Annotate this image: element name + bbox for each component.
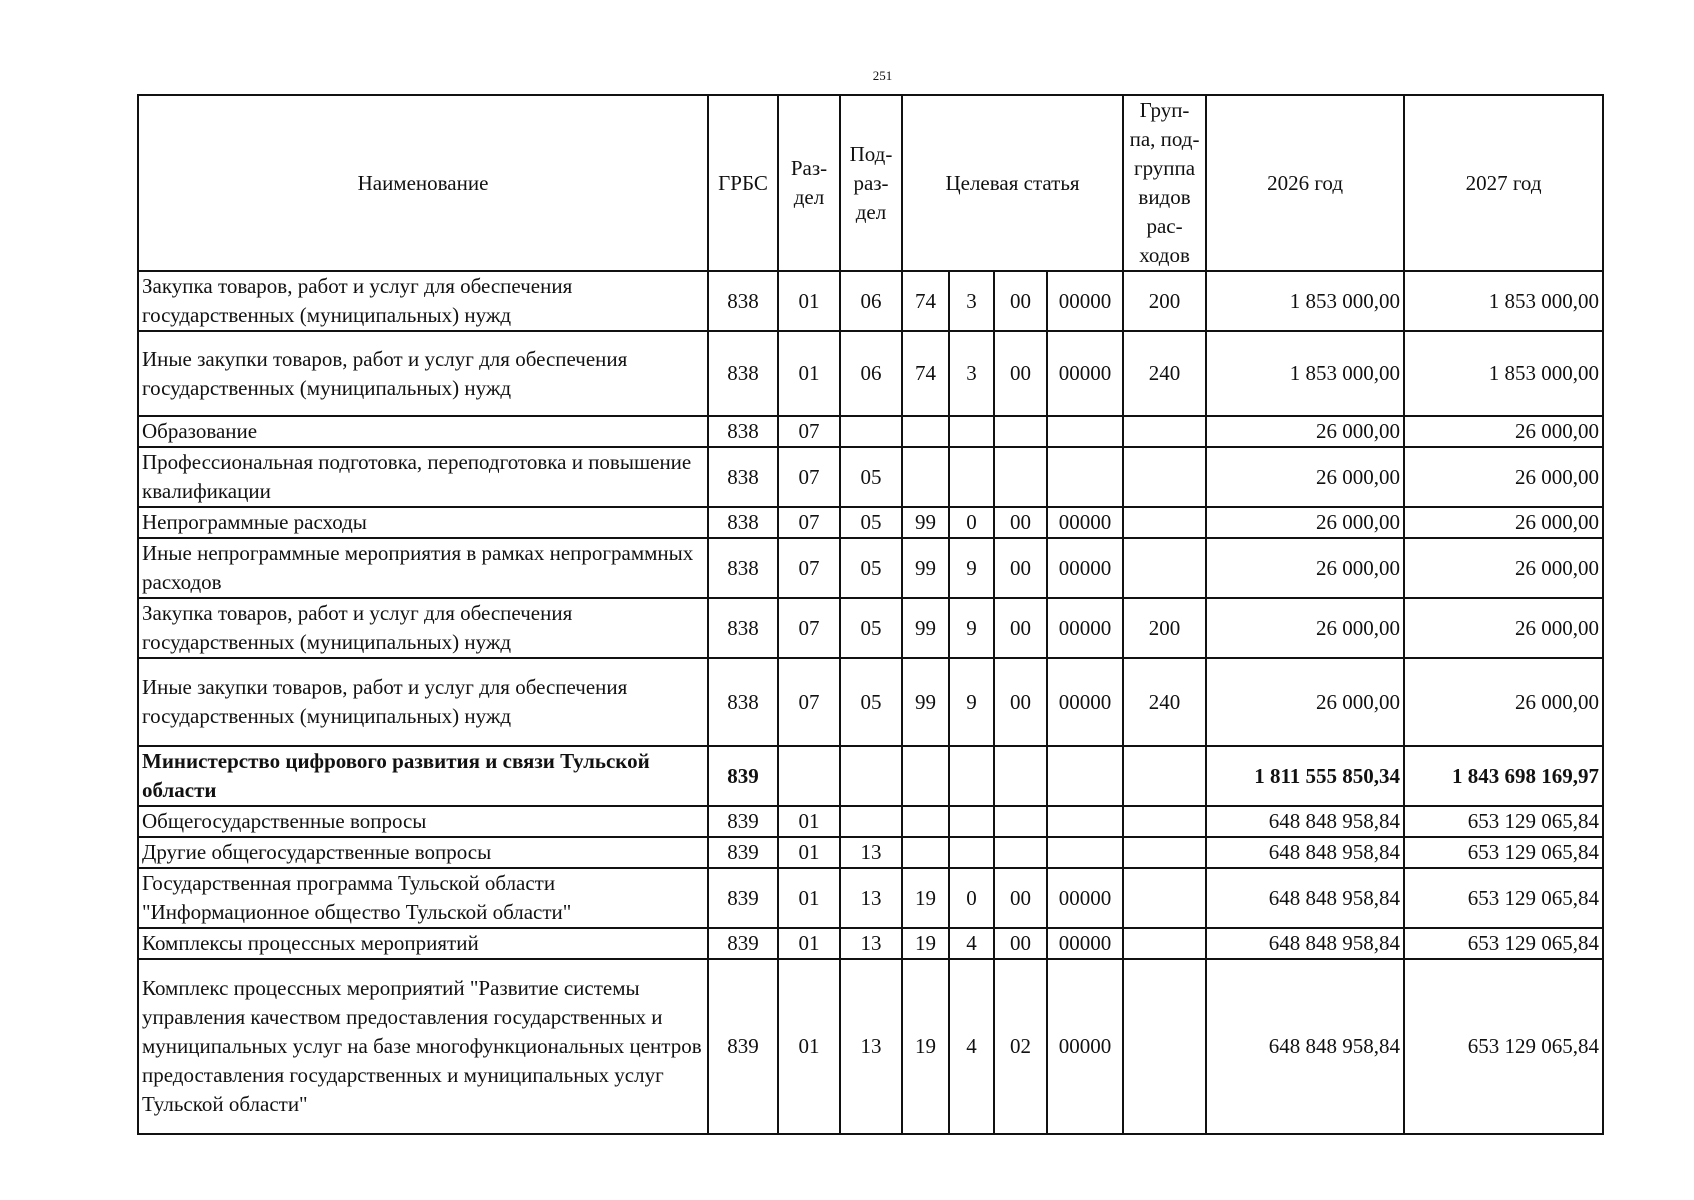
cell-amount-2027: 653 129 065,84 [1404, 806, 1603, 837]
cell-target-code [1047, 447, 1123, 507]
budget-table [137, 94, 1604, 1135]
cell-target-program: 19 [902, 928, 949, 959]
cell-podrazdel: 13 [840, 928, 902, 959]
cell-target-direction: 00 [994, 868, 1047, 928]
cell-name: Другие общегосударственные вопросы [138, 837, 708, 868]
cell-grbs: 838 [708, 598, 778, 658]
header-expense-group: Груп- па, под- группа видов рас- ходов [1123, 95, 1206, 271]
cell-amount-2027: 653 129 065,84 [1404, 928, 1603, 959]
cell-target-program: 74 [902, 271, 949, 331]
cell-amount-2027: 26 000,00 [1404, 416, 1603, 447]
cell-razdel: 01 [778, 271, 840, 331]
table-row [138, 868, 1603, 928]
cell-target-code [1047, 416, 1123, 447]
cell-razdel: 07 [778, 416, 840, 447]
header-row [138, 95, 1603, 271]
cell-target-code: 00000 [1047, 928, 1123, 959]
cell-podrazdel [840, 746, 902, 806]
cell-name: Профессиональная подготовка, переподготовка и повышение квалификации [138, 447, 708, 507]
cell-amount-2027: 1 853 000,00 [1404, 271, 1603, 331]
cell-target-program [902, 746, 949, 806]
cell-podrazdel: 06 [840, 271, 902, 331]
cell-podrazdel: 06 [840, 331, 902, 416]
cell-target-code: 00000 [1047, 868, 1123, 928]
cell-grbs: 838 [708, 271, 778, 331]
cell-razdel: 01 [778, 959, 840, 1134]
header-year-2026: 2026 год [1206, 95, 1404, 271]
cell-target-program: 99 [902, 538, 949, 598]
cell-target-direction: 02 [994, 959, 1047, 1134]
cell-target-type: 9 [949, 538, 994, 598]
cell-target-program [902, 806, 949, 837]
cell-target-type: 9 [949, 658, 994, 746]
cell-target-program [902, 447, 949, 507]
cell-target-code: 00000 [1047, 598, 1123, 658]
cell-podrazdel: 05 [840, 507, 902, 538]
cell-target-code: 00000 [1047, 959, 1123, 1134]
cell-expense-group [1123, 837, 1206, 868]
cell-podrazdel: 13 [840, 959, 902, 1134]
cell-target-code [1047, 837, 1123, 868]
table-row [138, 837, 1603, 868]
cell-name: Государственная программа Тульской области "Информационное общество Тульской области" [138, 868, 708, 928]
cell-target-direction: 00 [994, 658, 1047, 746]
cell-target-type [949, 746, 994, 806]
cell-expense-group [1123, 416, 1206, 447]
cell-podrazdel: 05 [840, 538, 902, 598]
cell-target-code [1047, 746, 1123, 806]
cell-razdel: 07 [778, 538, 840, 598]
cell-razdel: 01 [778, 331, 840, 416]
cell-grbs: 839 [708, 746, 778, 806]
cell-target-type: 4 [949, 928, 994, 959]
cell-target-code: 00000 [1047, 538, 1123, 598]
cell-grbs: 838 [708, 416, 778, 447]
cell-target-program [902, 837, 949, 868]
cell-target-type: 0 [949, 507, 994, 538]
cell-name: Иные непрограммные мероприятия в рамках непрограммных расходов [138, 538, 708, 598]
cell-expense-group [1123, 447, 1206, 507]
cell-target-direction [994, 447, 1047, 507]
cell-target-direction: 00 [994, 271, 1047, 331]
cell-target-direction [994, 416, 1047, 447]
cell-name: Министерство цифрового развития и связи Тульской области [138, 746, 708, 806]
cell-podrazdel: 13 [840, 868, 902, 928]
table-row [138, 447, 1603, 507]
cell-expense-group: 200 [1123, 598, 1206, 658]
cell-name: Образование [138, 416, 708, 447]
cell-expense-group [1123, 746, 1206, 806]
cell-target-type [949, 806, 994, 837]
cell-amount-2026: 26 000,00 [1206, 538, 1404, 598]
cell-razdel: 07 [778, 507, 840, 538]
cell-amount-2027: 653 129 065,84 [1404, 837, 1603, 868]
cell-target-type: 9 [949, 598, 994, 658]
cell-target-code: 00000 [1047, 507, 1123, 538]
cell-target-type: 3 [949, 331, 994, 416]
cell-podrazdel: 13 [840, 837, 902, 868]
cell-expense-group [1123, 928, 1206, 959]
cell-razdel: 07 [778, 447, 840, 507]
cell-amount-2026: 648 848 958,84 [1206, 837, 1404, 868]
cell-expense-group [1123, 959, 1206, 1134]
cell-razdel: 01 [778, 868, 840, 928]
table-row [138, 806, 1603, 837]
cell-target-type: 4 [949, 959, 994, 1134]
table-row [138, 416, 1603, 447]
cell-podrazdel: 05 [840, 447, 902, 507]
cell-expense-group [1123, 507, 1206, 538]
cell-amount-2026: 26 000,00 [1206, 447, 1404, 507]
header-grbs: ГРБС [708, 95, 778, 271]
cell-amount-2027: 26 000,00 [1404, 538, 1603, 598]
cell-grbs: 839 [708, 959, 778, 1134]
cell-target-code: 00000 [1047, 331, 1123, 416]
cell-amount-2026: 648 848 958,84 [1206, 868, 1404, 928]
cell-expense-group: 240 [1123, 658, 1206, 746]
table-row [138, 658, 1603, 746]
cell-target-program: 99 [902, 507, 949, 538]
cell-razdel: 07 [778, 658, 840, 746]
table-row [138, 538, 1603, 598]
table-row [138, 331, 1603, 416]
cell-podrazdel [840, 416, 902, 447]
cell-target-type [949, 447, 994, 507]
cell-target-type: 3 [949, 271, 994, 331]
cell-name: Закупка товаров, работ и услуг для обеспечения государственных (муниципальных) нужд [138, 598, 708, 658]
cell-target-program: 74 [902, 331, 949, 416]
cell-amount-2027: 26 000,00 [1404, 507, 1603, 538]
cell-target-direction: 00 [994, 331, 1047, 416]
cell-grbs: 838 [708, 331, 778, 416]
header-target-article: Целевая статья [902, 95, 1123, 271]
table-row [138, 271, 1603, 331]
cell-name: Закупка товаров, работ и услуг для обеспечения государственных (муниципальных) нужд [138, 271, 708, 331]
cell-target-code: 00000 [1047, 658, 1123, 746]
cell-expense-group [1123, 868, 1206, 928]
cell-amount-2027: 653 129 065,84 [1404, 868, 1603, 928]
cell-name: Непрограммные расходы [138, 507, 708, 538]
cell-grbs: 839 [708, 868, 778, 928]
cell-name: Комплекс процессных мероприятий "Развитие системы управления качеством предоставления государственных и муниципальных услуг на базе многофункциональных центров предоставления государственных и муниципальных услуг Тульской области" [138, 959, 708, 1134]
header-razdel: Раз- дел [778, 95, 840, 271]
cell-amount-2027: 26 000,00 [1404, 658, 1603, 746]
cell-amount-2026: 648 848 958,84 [1206, 806, 1404, 837]
cell-amount-2026: 26 000,00 [1206, 416, 1404, 447]
cell-expense-group: 200 [1123, 271, 1206, 331]
cell-name: Иные закупки товаров, работ и услуг для обеспечения государственных (муниципальных) нужд [138, 658, 708, 746]
cell-target-direction: 00 [994, 928, 1047, 959]
cell-razdel [778, 746, 840, 806]
table-row [138, 959, 1603, 1134]
cell-amount-2026: 26 000,00 [1206, 507, 1404, 538]
page-number: 251 [872, 68, 893, 83]
cell-razdel: 01 [778, 928, 840, 959]
cell-grbs: 838 [708, 538, 778, 598]
cell-target-direction: 00 [994, 507, 1047, 538]
cell-grbs: 839 [708, 837, 778, 868]
cell-grbs: 838 [708, 507, 778, 538]
cell-amount-2027: 1 853 000,00 [1404, 331, 1603, 416]
cell-name: Иные закупки товаров, работ и услуг для обеспечения государственных (муниципальных) нужд [138, 331, 708, 416]
cell-expense-group [1123, 806, 1206, 837]
header-name: Наименование [138, 95, 708, 271]
cell-expense-group [1123, 538, 1206, 598]
cell-target-direction: 00 [994, 538, 1047, 598]
cell-target-direction: 00 [994, 598, 1047, 658]
cell-target-direction [994, 837, 1047, 868]
cell-target-type: 0 [949, 868, 994, 928]
table-row [138, 928, 1603, 959]
cell-target-program: 19 [902, 868, 949, 928]
cell-amount-2026: 1 811 555 850,34 [1206, 746, 1404, 806]
cell-target-code [1047, 806, 1123, 837]
table-row [138, 507, 1603, 538]
cell-target-code: 00000 [1047, 271, 1123, 331]
cell-target-program: 99 [902, 598, 949, 658]
cell-amount-2027: 26 000,00 [1404, 598, 1603, 658]
header-year-2027: 2027 год [1404, 95, 1603, 271]
table-row [138, 746, 1603, 806]
cell-razdel: 07 [778, 598, 840, 658]
cell-target-program: 99 [902, 658, 949, 746]
cell-target-type [949, 837, 994, 868]
cell-amount-2026: 648 848 958,84 [1206, 928, 1404, 959]
cell-target-type [949, 416, 994, 447]
cell-amount-2026: 1 853 000,00 [1206, 271, 1404, 331]
cell-razdel: 01 [778, 837, 840, 868]
table-row [138, 598, 1603, 658]
cell-grbs: 839 [708, 806, 778, 837]
cell-amount-2027: 1 843 698 169,97 [1404, 746, 1603, 806]
cell-amount-2026: 26 000,00 [1206, 658, 1404, 746]
cell-podrazdel [840, 806, 902, 837]
cell-target-direction [994, 746, 1047, 806]
cell-amount-2026: 1 853 000,00 [1206, 331, 1404, 416]
cell-expense-group: 240 [1123, 331, 1206, 416]
cell-podrazdel: 05 [840, 598, 902, 658]
header-podrazdel: Под- раз- дел [840, 95, 902, 271]
cell-amount-2027: 653 129 065,84 [1404, 959, 1603, 1134]
cell-target-program: 19 [902, 959, 949, 1134]
cell-name: Комплексы процессных мероприятий [138, 928, 708, 959]
cell-grbs: 839 [708, 928, 778, 959]
cell-target-direction [994, 806, 1047, 837]
cell-razdel: 01 [778, 806, 840, 837]
cell-amount-2027: 26 000,00 [1404, 447, 1603, 507]
cell-amount-2026: 648 848 958,84 [1206, 959, 1404, 1134]
cell-name: Общегосударственные вопросы [138, 806, 708, 837]
cell-target-program [902, 416, 949, 447]
cell-podrazdel: 05 [840, 658, 902, 746]
cell-amount-2026: 26 000,00 [1206, 598, 1404, 658]
cell-grbs: 838 [708, 658, 778, 746]
cell-grbs: 838 [708, 447, 778, 507]
